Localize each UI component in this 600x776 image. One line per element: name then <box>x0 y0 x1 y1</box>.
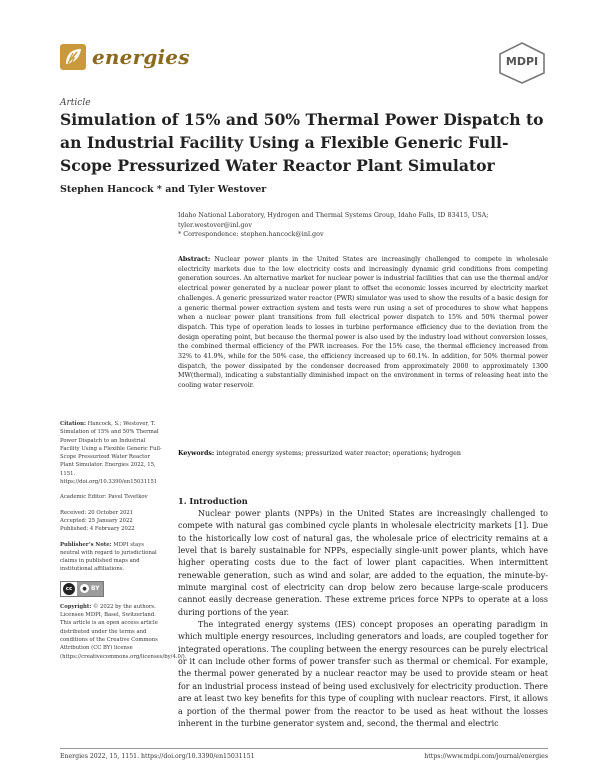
section-heading: 1. Introduction <box>178 496 248 506</box>
author-email[interactable]: tyler.westover@inl.gov <box>178 220 252 229</box>
paragraph: The integrated energy systems (IES) concept proposes an operating paradigm in which multiple energy resources, including generators and loads, are coupled together for integrated operations. The coupling between the energy resources can be purely electrical or it can include other forms of power transfer such as thermal or chemical. For example, the thermal power generated by a nuclear reactor may be used to provide steam or heat for an industrial process instead of being used exclusively for electricity production. There are at least two key benefits for this type of coupling with nuclear reactors. First, it allows a portion of the thermal power from the reactor to be used as heat without the losses inherent in the turbine generator system and, second, the thermal and electric <box>178 620 548 728</box>
affiliation-line: Idaho National Laboratory, Hydrogen and Thermal Systems Group, Idaho Falls, ID 83415, USA; <box>178 211 489 219</box>
author-list: Stephen Hancock * and Tyler Westover <box>60 184 267 195</box>
keywords-text: integrated energy systems; pressurized water reactor; operations; hydrogen <box>216 450 461 457</box>
copyright-text: © 2022 by the authors. Licensee MDPI, Basel, Switzerland. This article is an open access article distributed under the terms and conditions of the Creative Commons Attribution (CC BY) license (https://creativecommons.org/licenses/by/4.0/). <box>60 603 187 660</box>
paragraph: Nuclear power plants (NPPs) in the United States are increasingly challenged to compete with natural gas combined cycle plants in wholesale electricity markets [1]. Due to the historically low cost of natural gas, the wholesale price of electricity remains at a level that is barely sustainable for NPPs, especially single-unit power plants, which have higher operating costs due to the fact of lower plant capacities. When intermittent renewable generation, such as wind and solar, are added to the equation, the minute-by-minute marginal cost of electricity can drop below zero because large-scale producers cannot easily decrease generation. These extreme prices force NPPs to operate at a loss during portions of the year. <box>178 509 548 617</box>
footer-journal-link[interactable]: https://www.mdpi.com/journal/energies <box>424 753 548 760</box>
received-date: Received: 20 October 2021 <box>60 509 134 516</box>
accepted-date: Accepted: 25 January 2022 <box>60 517 133 524</box>
mdpi-logo[interactable] <box>498 42 546 84</box>
energy-leaf-icon <box>60 44 86 70</box>
academic-editor: Academic Editor: Pavel Tsvetkov <box>60 494 148 501</box>
citation <box>60 420 164 486</box>
publisher-note-label: Publisher’s Note: <box>60 541 112 548</box>
cc-license-badge[interactable] <box>60 581 164 597</box>
body-text <box>178 508 548 730</box>
cc-icon: cc <box>63 583 75 595</box>
footer-citation[interactable]: Energies 2022, 15, 1151. https://doi.org/10.3390/en15031151 <box>60 753 255 760</box>
keywords <box>178 449 548 459</box>
correspondence: * Correspondence: stephen.hancock@inl.gov <box>178 230 324 238</box>
abstract-label: Abstract: <box>178 256 211 263</box>
abstract <box>178 255 548 391</box>
abstract-text: Nuclear power plants in the United States are increasingly challenged to compete in wholesale electricity markets due to the low electricity costs and increasingly dynamic grid conditions from competing generation sources. An alternative market for nuclear power is industrial facilities that can use the thermal and/or electrical power generated by a nuclear power plant to offset the economic losses incurred by electricity market challenges. A generic pressurized water reactor (PWR) simulator was used to show the results of a basic design for a generic thermal power extraction system and tests were run using a set of procedures to show what happens when a nuclear power plant transitions from full electrical power dispatch to 15% and 50% thermal power dispatch. This type of operation leads to losses in turbine performance efficiency due to the deviation from the design operating point, but because the thermal power is also used by the industry load without conversion losses, the combined thermal efficiency of the PWR increases. For the 15% case, the thermal efficiency increased from 32% to 41.9%, while for the 50% case, the efficiency increased up to 60.1%. In addition, for 50% thermal power dispatch, the power dissipated by the condenser decreased from approximately 2000 to approximately 1300 MW(thermal), indicating a substantially diminished impact on the environment in terms of releasing heat into the cooling water reservoir. <box>178 256 548 390</box>
attribution-person-icon: ● <box>80 584 89 593</box>
citation-label: Citation: <box>60 421 86 427</box>
affiliation-block <box>178 211 548 240</box>
journal-name: energies <box>92 45 190 69</box>
publisher-note <box>60 541 164 574</box>
citation-text: Hancock, S.; Westover, T. Simulation of 15% and 50% Thermal Power Dispatch to an Industrial Facility Using a Flexible Generic Full-Scope Pressurized Water Reactor Plant Simulator. Energies 2022, 15, 1151. https://doi.org/10.3390/en15031151 <box>60 421 162 486</box>
mdpi-label: MDPI <box>505 55 539 68</box>
copyright-label: Copyright: <box>60 603 92 610</box>
article-sidebar <box>60 420 187 668</box>
publisher-note-text: MDPI stays neutral with regard to jurisdictional claims in published maps and institutional affiliations. <box>60 541 157 573</box>
copyright <box>60 603 187 661</box>
cc-by-label: BY <box>91 584 100 592</box>
published-date: Published: 4 February 2022 <box>60 526 135 533</box>
journal-logo[interactable] <box>60 44 190 70</box>
article-type: Article <box>60 98 91 108</box>
footer-divider <box>60 748 548 749</box>
keywords-label: Keywords: <box>178 450 215 457</box>
paper-title: Simulation of 15% and 50% Thermal Power Dispatch to an Industrial Facility Using a Flexible Generic Full-Scope Pressurized Water Reactor Plant Simulator <box>60 110 544 175</box>
